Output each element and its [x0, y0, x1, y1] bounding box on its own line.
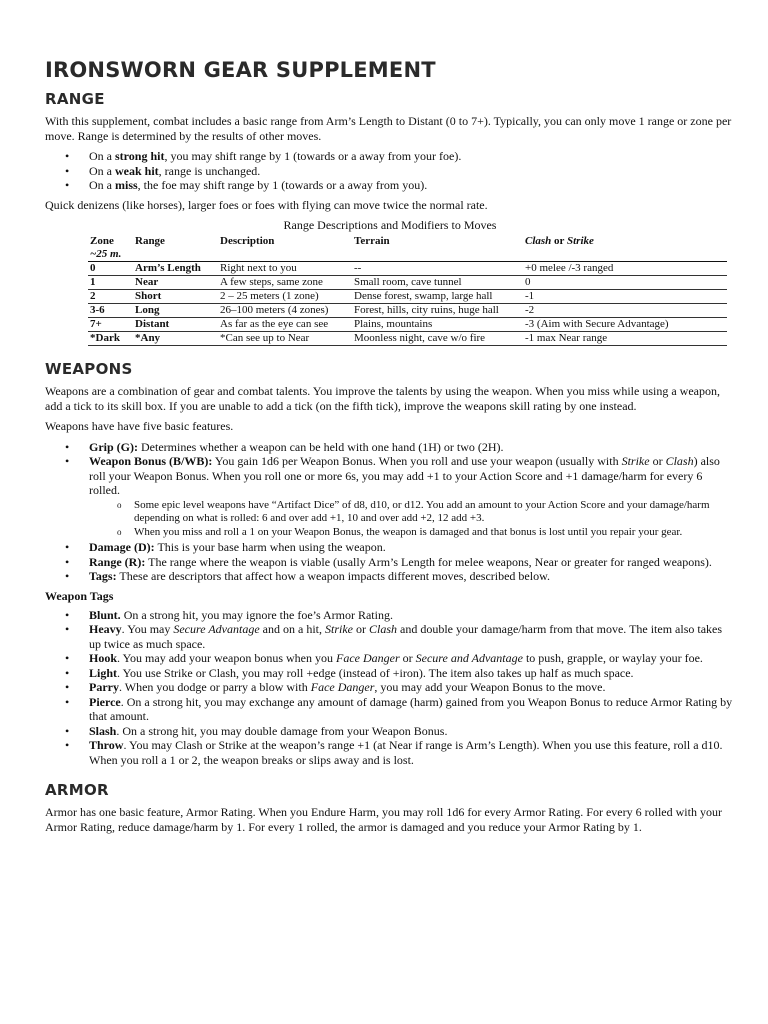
range-bullet-strong-hit: • On a strong hit, you may shift range by 1 (towards or a away from your foe).	[89, 149, 735, 164]
range-bullet-miss: • On a miss, the foe may shift range by 1 (towards or a away from you).	[89, 178, 735, 193]
feature-range: • Range (R): The range where the weapon is viable (usally Arm’s Length for melee weapons, Near or greater for ranged weapons).	[89, 555, 735, 570]
cell-range: Near	[135, 276, 159, 288]
cell-mod: -3 (Aim with Secure Advantage)	[525, 318, 669, 330]
tag-slash: • Slash. On a strong hit, you may double damage from your Weapon Bonus.	[89, 724, 735, 739]
feature-weapon-bonus: • Weapon Bonus (B/WB): You gain 1d6 per Weapon Bonus. When you roll and use your weapon (usually with Strike or Clash) also roll your Weapon Bonus. When you roll one or more 6s, you may add +1 to your Action Score and +1 damage/harm for every 6 rolled. o Some epic level weapons have “Artifact Dice” of d8, d10, or d12. You add an amount to your Action Score and your damage/harm depending on what is rolled: 6 and over add +1, 10 and over add +2, 12 add +3. o When you miss and roll a 1 on your Weapon Bonus, the weapon is damaged and that bonus is lost until you repair your gear.	[89, 454, 735, 539]
weapons-heading: WEAPONS	[45, 360, 133, 378]
col-range: Range	[135, 235, 165, 247]
cell-mod: -2	[525, 304, 535, 316]
range-bullet-list	[45, 149, 735, 193]
feature-grip: • Grip (G): Determines whether a weapon can be held with one hand (1H) or two (2H).	[89, 440, 735, 455]
weapon-damaged-note: o When you miss and roll a 1 on your Weapon Bonus, the weapon is damaged and that bonus is lost until you repair your gear.	[134, 526, 735, 540]
range-table-row	[88, 332, 727, 346]
weapon-bonus-sublist	[89, 499, 735, 540]
tag-pierce: • Pierce. On a strong hit, you may exchange any amount of damage (harm) gained from you Weapon Bonus to reduce Armor Rating by that amount.	[89, 695, 735, 724]
range-note: Quick denizens (like horses), larger foes or foes with flying can move twice the normal rate.	[45, 197, 488, 212]
document-title: IRONSWORN GEAR SUPPLEMENT	[45, 58, 436, 82]
cell-terrain: --	[354, 262, 362, 274]
weapon-features-list	[45, 440, 735, 584]
weapons-intro: Weapons are a combination of gear and combat talents. You improve the talents by using the weapon. When you miss while using a weapon, add a tick to its skill box. If you are unable to add a tick (on the fifth tick), improve the weapons skill rating by one instead.	[45, 384, 720, 413]
cell-range: *Any	[135, 332, 161, 344]
range-table	[88, 235, 727, 346]
range-bullet-weak-hit: • On a weak hit, range is unchanged.	[89, 164, 735, 179]
col-clash-strike: Clash or Strike	[525, 235, 594, 247]
range-table-row	[88, 304, 727, 318]
cell-description: A few steps, same zone	[220, 276, 323, 288]
cell-zone: 0	[90, 262, 96, 274]
cell-description: 26–100 meters (4 zones)	[220, 304, 329, 316]
tag-hook: • Hook. You may add your weapon bonus when you Face Danger or Secure and Advantage to push, grapple, or waylay your foe.	[89, 651, 735, 666]
cell-mod: -1	[525, 290, 535, 302]
tag-blunt: • Blunt. On a strong hit, you may ignore the foe’s Armor Rating.	[89, 608, 735, 623]
range-table-row	[88, 276, 727, 290]
range-heading: RANGE	[45, 90, 105, 108]
cell-mod: 0	[525, 276, 531, 288]
cell-range: Distant	[135, 318, 170, 330]
tag-heavy: • Heavy. You may Secure Advantage and on a hit, Strike or Clash and double your damage/harm from that move. The item also takes up twice as much space.	[89, 622, 735, 651]
range-table-header	[88, 235, 727, 262]
tag-throw: • Throw. You may Clash or Strike at the weapon’s range +1 (at Near if range is Arm’s Length). When you use this feature, roll a d10. When you roll a 1 or 2, the weapon breaks or slips away and is lost.	[89, 738, 735, 767]
cell-description: As far as the eye can see	[220, 318, 329, 330]
document-page	[45, 58, 735, 840]
cell-mod: -1 max Near range	[525, 332, 608, 344]
cell-zone: 2	[90, 290, 96, 302]
range-table-row	[88, 290, 727, 304]
range-table-row	[88, 318, 727, 332]
weapons-features-intro: Weapons have have five basic features.	[45, 419, 234, 433]
cell-terrain: Forest, hills, city ruins, huge hall	[354, 304, 499, 316]
tag-parry: • Parry. When you dodge or parry a blow with Face Danger, you may add your Weapon Bonus to the move.	[89, 680, 735, 695]
cell-range: Arm’s Length	[135, 262, 201, 274]
cell-zone: 3-6	[90, 304, 105, 316]
col-zone: Zone ~25 m.	[90, 235, 122, 260]
cell-terrain: Dense forest, swamp, large hall	[354, 290, 493, 302]
cell-mod: +0 melee /-3 ranged	[525, 262, 614, 274]
weapon-tags-heading: Weapon Tags	[45, 588, 114, 603]
cell-terrain: Plains, mountains	[354, 318, 433, 330]
cell-zone: 1	[90, 276, 96, 288]
weapon-tags-list	[45, 608, 735, 768]
col-terrain: Terrain	[354, 235, 390, 247]
tag-light: • Light. You use Strike or Clash, you may roll +edge (instead of +iron). The item also takes up half as much space.	[89, 666, 735, 681]
range-intro: With this supplement, combat includes a basic range from Arm’s Length to Distant (0 to 7+). Typically, you can only move 1 range or zone per move. Range is determined by the results of other moves.	[45, 114, 732, 143]
armor-heading: ARMOR	[45, 781, 109, 799]
cell-description: *Can see up to Near	[220, 332, 310, 344]
cell-terrain: Moonless night, cave w/o fire	[354, 332, 486, 344]
col-description: Description	[220, 235, 275, 247]
feature-damage: • Damage (D): This is your base harm when using the weapon.	[89, 540, 735, 555]
armor-text: Armor has one basic feature, Armor Rating. When you Endure Harm, you may roll 1d6 for every Armor Rating. For every 6 rolled with your Armor Rating, reduce damage/harm by 1. For every 1 rolled, the armor is damaged and you reduce your Armor Rating by 1.	[45, 805, 722, 834]
cell-description: 2 – 25 meters (1 zone)	[220, 290, 319, 302]
range-table-caption: Range Descriptions and Modifiers to Moves	[283, 218, 497, 232]
artifact-dice-note: o Some epic level weapons have “Artifact Dice” of d8, d10, or d12. You add an amount to your Action Score and your damage/harm depending on what is rolled: 6 and over add +1, 10 and over add +2, 12 add +3.	[134, 499, 735, 526]
cell-zone: *Dark	[90, 332, 120, 344]
cell-range: Long	[135, 304, 160, 316]
range-table-row	[88, 262, 727, 276]
cell-description: Right next to you	[220, 262, 297, 274]
cell-terrain: Small room, cave tunnel	[354, 276, 462, 288]
cell-zone: 7+	[90, 318, 102, 330]
cell-range: Short	[135, 290, 162, 302]
feature-tags: • Tags: These are descriptors that affect how a weapon impacts different moves, described below.	[89, 569, 735, 584]
